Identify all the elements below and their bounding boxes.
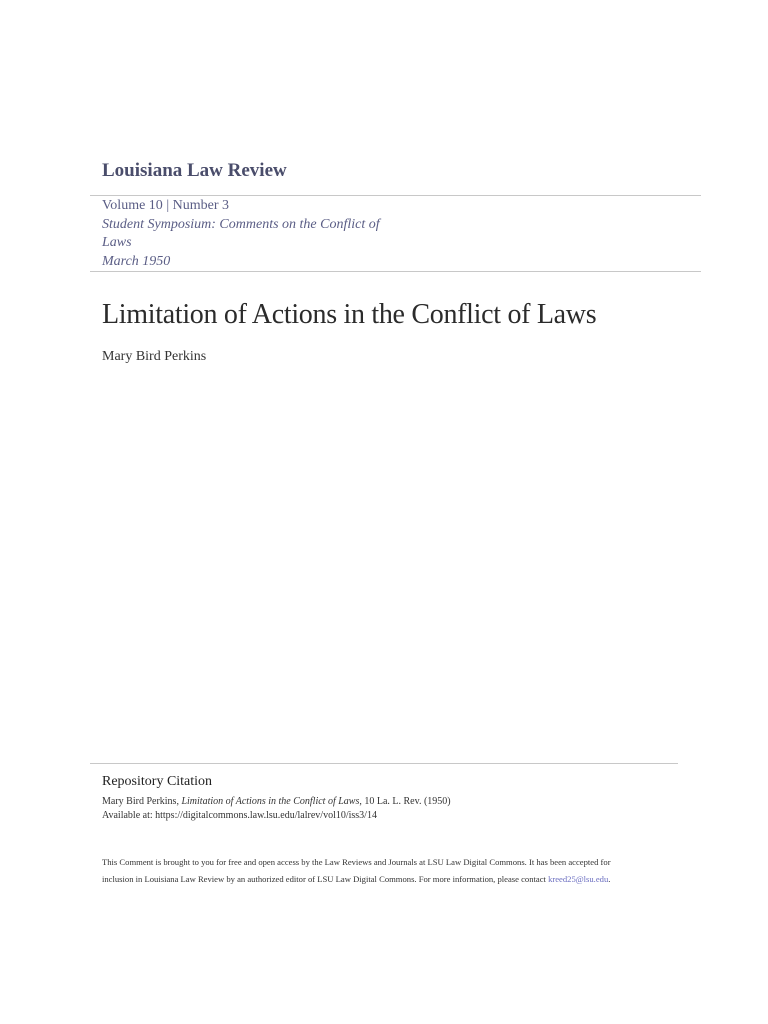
citation-author: Mary Bird Perkins, bbox=[102, 796, 182, 807]
repository-citation bbox=[102, 795, 451, 822]
issue-date: March 1950 bbox=[102, 253, 171, 269]
contact-email-link[interactable]: kreed25@lsu.edu bbox=[548, 874, 609, 884]
volume-number-line bbox=[102, 197, 402, 216]
citation-available-at: Available at: https://digitalcommons.law.lsu.edu/lalrev/vol10/iss3/14 bbox=[102, 809, 377, 821]
divider-middle bbox=[90, 271, 701, 272]
issue-info bbox=[102, 197, 402, 271]
volume-number-separator: | bbox=[166, 198, 170, 213]
notice-line-2 bbox=[102, 871, 682, 888]
citation-reference: , 10 La. L. Rev. (1950) bbox=[359, 796, 451, 807]
citation-line bbox=[102, 795, 451, 809]
volume-link[interactable]: Volume 10 bbox=[102, 198, 163, 213]
notice-line-2-end: . bbox=[608, 874, 611, 884]
divider-bottom bbox=[90, 763, 678, 764]
symposium-line-1[interactable]: Student Symposium: Comments on the Conflict of bbox=[102, 216, 380, 232]
divider-top bbox=[90, 195, 701, 196]
journal-title-link[interactable]: Louisiana Law Review bbox=[102, 160, 287, 181]
symposium-line-2[interactable]: Laws bbox=[102, 235, 132, 250]
number-link[interactable]: Number 3 bbox=[172, 198, 230, 213]
access-notice bbox=[102, 854, 682, 888]
article-title: Limitation of Actions in the Conflict of Laws bbox=[102, 299, 597, 330]
article-author: Mary Bird Perkins bbox=[102, 349, 207, 364]
notice-line-2-text: inclusion in Louisiana Law Review by an authorized editor of LSU Law Digital Commons. For more information, please contact bbox=[102, 874, 549, 884]
citation-title: Limitation of Actions in the Conflict of Laws bbox=[181, 796, 360, 807]
notice-line-1: This Comment is brought to you for free and open access by the Law Reviews and Journals at LSU Law Digital Commons. It has been accepted for bbox=[102, 857, 611, 867]
repository-citation-heading: Repository Citation bbox=[102, 774, 213, 789]
